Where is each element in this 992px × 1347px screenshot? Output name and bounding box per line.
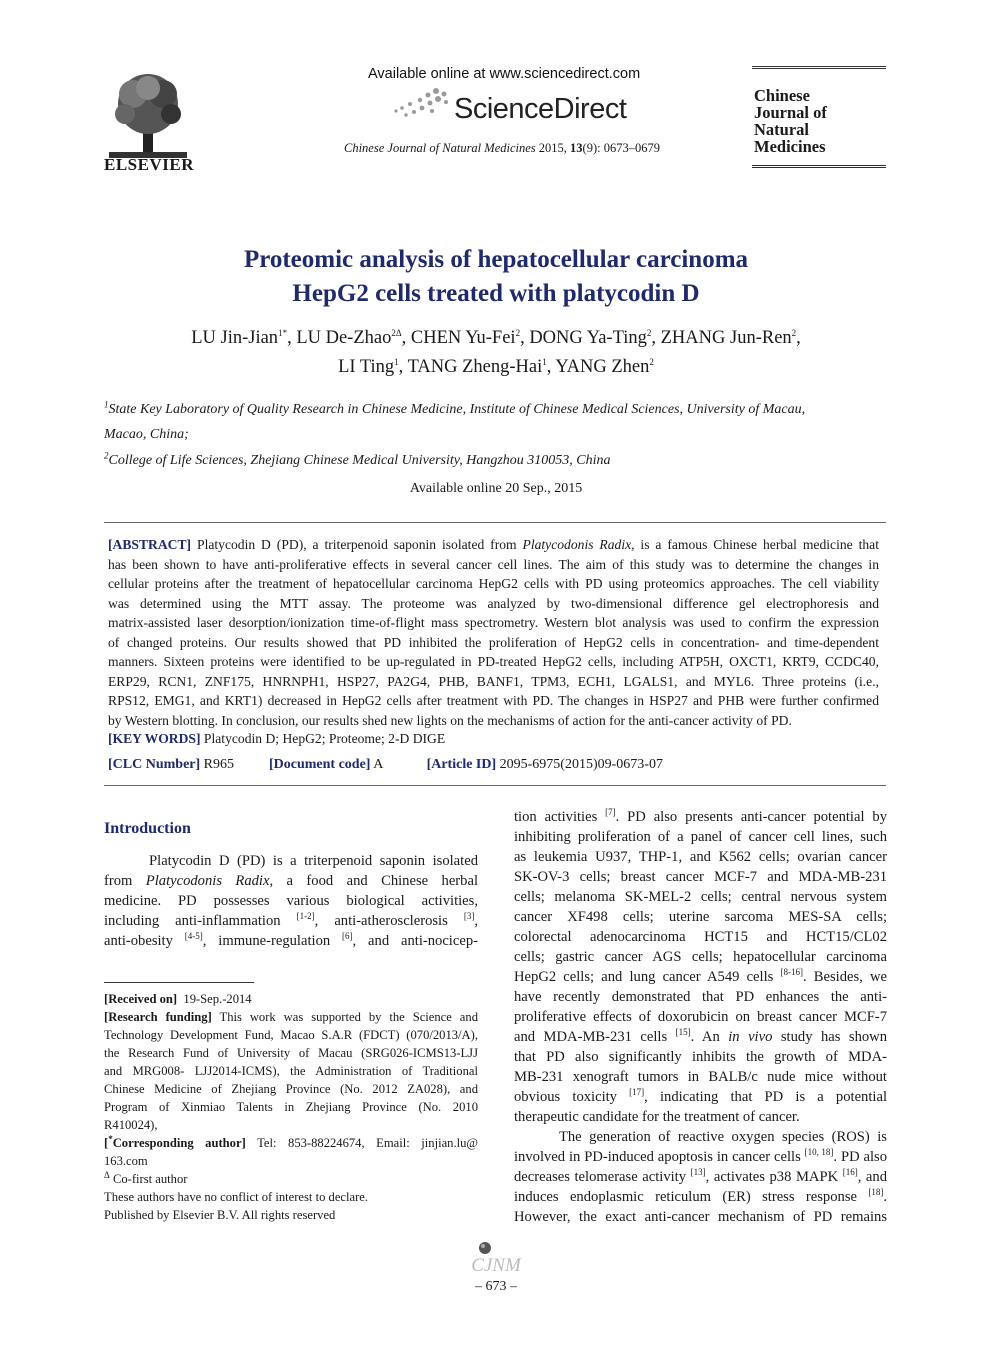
author-affil-sup: 2 (515, 327, 521, 338)
article-title-line: Proteomic analysis of hepatocellular carcinoma (243, 246, 749, 273)
classification-row (108, 757, 663, 773)
footnote-line: Program of Xinmiao Talents in Zhejiang Province (No. 2010 (104, 1100, 478, 1114)
abstract-line: of changed proteins. Our results showed that PD inhibited the proliferation of HepG2 cells in concentration- and time-dependent (108, 634, 879, 650)
body-line: anti-obesity [4-5], immune-regulation [6], and anti-nocicep- (104, 931, 478, 949)
author-line (100, 324, 892, 353)
author-name: LU Jin-Jian (191, 328, 279, 348)
author-affil-sup: 2Δ (391, 327, 402, 338)
body-line: decreases telomerase activity [13], activates p38 MAPK [16], and (514, 1167, 888, 1185)
body-line: cells; gastric cancer AGS cells; hepatocellular carcinoma (514, 949, 887, 965)
footnote-line: and MRG008- LJJ2014-ICMS), the Administration of Traditional (104, 1064, 478, 1078)
keywords (108, 731, 445, 747)
doc-code-label: [Document code] (269, 757, 371, 772)
author-separator: , (287, 328, 297, 348)
body-line: therapeutic candidate for the treatment of cancer. (514, 1109, 800, 1125)
affiliation-text: Macao, China; (104, 427, 189, 442)
journal-citation-name: Chinese Journal of Natural Medicines (344, 141, 536, 155)
author-separator: , (651, 328, 661, 348)
body-line: MB-231 xenograft tumors in BALB/c nude mice without (514, 1069, 887, 1085)
abstract (108, 535, 879, 730)
footnote-line: R410024), (104, 1118, 158, 1132)
author-list (100, 324, 892, 382)
affiliation-2 (104, 448, 886, 473)
affiliation-sup: 2 (104, 450, 109, 461)
abstract-line: ERP29, RCN1, ZNF175, HNRNPH1, HSP27, PA2G4, PHB, BANF1, TPM3, ECH1, LGALS1, and MYL6. Three proteins (i.e., (108, 673, 879, 689)
author-name: CHEN Yu-Fei (410, 328, 516, 348)
footnote-line: [Research funding] This work was supported by the Science and (104, 1010, 478, 1024)
body-line: as leukemia U937, THP-1, and K562 cells; ovarian cancer (514, 849, 887, 865)
affiliation-sup: 1 (104, 399, 109, 410)
author-separator: , (520, 328, 530, 348)
abstract-line: manners. Sixteen proteins were identified to be up-regulated in PD-treated HepG2 cells, including ATP5H, OXCT1, KRT9, CCDC40, (108, 654, 879, 669)
abstract-label: [ABSTRACT] (108, 537, 192, 552)
clc-value: R965 (200, 757, 234, 772)
body-line: proliferative effects of doxorubicin on breast cancer MCF-7 (514, 1009, 887, 1025)
keywords-label: [KEY WORDS] (108, 731, 201, 746)
abstract-line (108, 535, 879, 555)
article-title-line: HepG2 cells treated with platycodin D (292, 280, 700, 307)
footnote-line: These authors have no conflict of interest to declare. (104, 1190, 369, 1204)
intro-right-column (514, 807, 887, 1227)
author-affil-sup: 1* (278, 327, 288, 338)
affiliation-text: State Key Laboratory of Quality Research in Chinese Medicine, Institute of Chinese Medical Sciences, University of Macau, (108, 402, 806, 417)
footnote-line: 163.com (104, 1154, 148, 1168)
footnote-line: [*Corresponding author] Tel: 853-88224674, Email: jinjian.lu@ (104, 1133, 478, 1150)
author-separator: , (401, 328, 411, 348)
body-line: tion activities [7]. PD also presents anti-cancer potential by (514, 807, 887, 825)
sciencedirect-dots-icon (392, 86, 452, 120)
body-line: HepG2 cells; and lung cancer A549 cells [8-16]. Besides, we (514, 967, 888, 985)
body-line: have recently demonstrated that PD enhances the anti- (514, 989, 887, 1005)
journal-name-box (752, 66, 886, 168)
available-online-link[interactable]: Available online at www.sciencedirect.com (368, 66, 641, 82)
author-name: LU De-Zhao (296, 328, 392, 348)
keywords-text: Platycodin D; HepG2; Proteome; 2-D DIGE (200, 731, 446, 746)
author-separator: , (398, 357, 408, 377)
body-line: cancer XF498 cells; uterine sarcoma MES-SA cells; (514, 909, 887, 925)
journal-citation-volume: 13 (570, 141, 583, 155)
clc-label: [CLC Number] (108, 757, 201, 772)
journal-name-line: Chinese (754, 86, 810, 105)
body-line: including anti-inflammation [1-2], anti-atherosclerosis [3], (104, 911, 478, 929)
footnote-line: Published by Elsevier B.V. All rights reserved (104, 1208, 336, 1222)
author-name: ZHANG Jun-Ren (660, 328, 792, 348)
abstract-line: RPS12, EMG1, and KRT1) decreased in HepG2 cells after treatment with PD. The changes in HSP27 and PHB were further confirmed (108, 693, 879, 708)
author-name: YANG Zhen (555, 357, 650, 377)
journal-name-line: Natural (754, 120, 809, 139)
affiliation-text: College of Life Sciences, Zhejiang Chinese Medical University, Hangzhou 310053, China (108, 453, 611, 468)
journal-name-line: Medicines (754, 137, 826, 156)
article-id-label: [Article ID] (426, 757, 497, 772)
body-line: from Platycodonis Radix, a food and Chinese herbal (104, 873, 478, 889)
body-line: that PD also significantly inhibits the growth of MDA- (514, 1049, 887, 1065)
footnote-line: the Research Fund of University of Macau (SRG026-ICMS13-LJJ (104, 1046, 478, 1060)
author-name: LI Ting (338, 357, 395, 377)
author-line (100, 353, 892, 382)
body-line: medicine. PD possesses various biological activities, (104, 893, 478, 909)
cjnm-logo-text: CJNM (471, 1255, 521, 1276)
journal-citation-year: 2015, (535, 141, 571, 155)
intro-left-column (104, 851, 478, 951)
journal-citation-pages: (9): 0673–0679 (582, 141, 660, 155)
article-id-value: 2095-6975(2015)09-0673-07 (496, 757, 663, 772)
page-number: – 673 – (475, 1279, 517, 1294)
footnotes (104, 990, 478, 1224)
abstract-top-rule (104, 522, 886, 523)
footnote-rule (104, 982, 254, 983)
footnote-line: Chinese Medicine of Zhejiang Province (No. 2012 ZA028), and (104, 1082, 478, 1096)
body-line: inhibiting proliferation of a panel of cancer cell lines, such (514, 829, 887, 845)
abstract-line: has been shown to have anti-proliferative effects in several cancer cell lines. The aim of this study was to determine the changes in (108, 556, 879, 572)
abstract-line: by Western blotting. In conclusion, our results shed new lights on the mechanisms of action for the anti-cancer activity of PD. (108, 712, 792, 728)
body-line: and MDA-MB-231 cells [15]. An in vivo study has shown (514, 1027, 887, 1045)
body-line: Platycodin D (PD) is a triterpenoid saponin isolated (104, 853, 478, 869)
abstract-line-text: Platycodin D (PD), a triterpenoid saponin isolated from Platycodonis Radix, is a famous Chinese herbal medicine that (191, 537, 879, 552)
author-separator: , (796, 328, 801, 348)
abstract-bottom-rule (104, 785, 886, 786)
doc-code-value: A (370, 757, 383, 772)
author-affil-sup: 2 (649, 356, 654, 367)
body-line: However, the exact anti-cancer mechanism of PD remains (514, 1209, 887, 1225)
body-line: SK-OV-3 cells; breast cancer MCF-7 and MDA-MB-231 (514, 869, 887, 885)
abstract-line: cellular proteins after the treatment of hepatocellular carcinoma HepG2 cells with PD using proteomics approaches. The cell viability (108, 576, 879, 591)
body-line: obvious toxicity [17], indicating that PD is a potential (514, 1087, 887, 1105)
abstract-line: matrix-assisted laser desorption/ionization time-of-flight mass spectrometry. Western blot analysis was used to confirm the expression (108, 615, 879, 630)
footnote-line: $^\Delta$ Co-first author (104, 1169, 188, 1186)
elsevier-wordmark: ELSEVIER (104, 155, 194, 174)
sciencedirect-wordmark: ScienceDirect (454, 93, 627, 125)
author-affil-sup: 2 (791, 327, 797, 338)
author-name: DONG Ya-Ting (529, 328, 647, 348)
affiliation-1 (104, 397, 886, 447)
section-heading-introduction: Introduction (104, 820, 191, 837)
author-affil-sup: 1 (542, 356, 547, 367)
cjnm-footer-logo (456, 1241, 536, 1281)
body-line: colorectal adenocarcinoma HCT15 and HCT15/CL02 (514, 929, 887, 945)
journal-name-line: Journal of (754, 103, 827, 122)
journal-citation (344, 141, 660, 156)
available-online-date: Available online 20 Sep., 2015 (409, 481, 583, 496)
author-separator: , (546, 357, 556, 377)
body-line: induces endoplasmic reticulum (ER) stress response [18]. (514, 1187, 887, 1205)
author-name: TANG Zheng-Hai (407, 357, 543, 377)
author-affil-sup: 1 (394, 356, 399, 367)
article-title (100, 243, 892, 311)
abstract-line: was determined using the MTT assay. The proteome was analyzed by two-dimensional difference gel electrophoresis and (108, 595, 879, 611)
elsevier-tree-logo (103, 72, 193, 162)
body-line: involved in PD-induced apoptosis in cancer cells [10, 18]. PD also (514, 1147, 888, 1165)
footnote-line: Technology Development Fund, Macao S.A.R (FDCT) (070/2013/A), (104, 1028, 478, 1042)
body-line: cells; melanoma SK-MEL-2 cells; central nervous system (514, 889, 887, 905)
footnote-line: [Received on] 19-Sep.-2014 (104, 992, 252, 1006)
body-line: The generation of reactive oxygen species (ROS) is (514, 1129, 887, 1145)
author-affil-sup: 2 (646, 327, 652, 338)
